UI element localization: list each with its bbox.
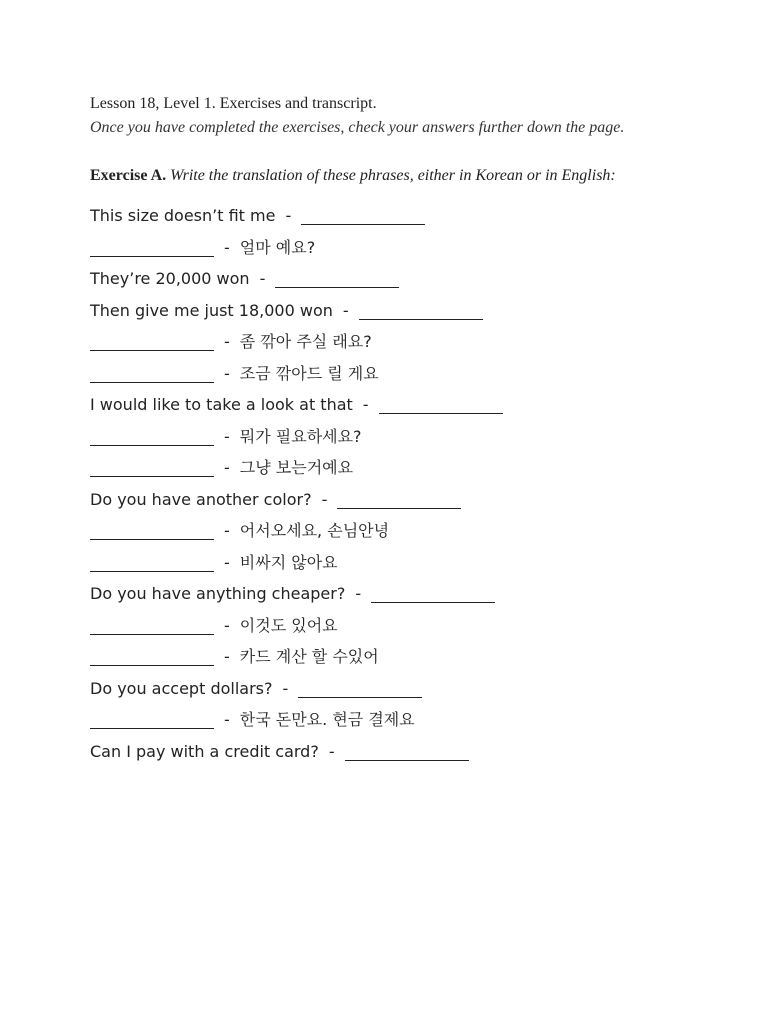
answer-blank[interactable] [345,742,469,761]
answer-blank[interactable] [90,332,214,351]
dash-separator: - [259,269,266,288]
dash-separator: - [224,615,230,635]
phrase-text: 한국 돈만요. 현금 결제요 [239,710,415,729]
exercise-item [90,452,690,484]
answer-blank[interactable] [371,584,495,603]
exercise-instruction: Write the translation of these phrases, either in Korean or in English: [170,167,616,184]
answer-blank[interactable] [90,364,214,383]
check-answers-instruction: Once you have completed the exercises, check your answers further down the page. [90,119,625,136]
phrase-text: 뭐가 필요하세요? [239,426,362,446]
phrase-text: Then give me just 18,000 won [90,300,333,320]
phrase-text: 카드 계산 할 수있어 [239,647,379,666]
phrase-text: 조금 깎아드 릴 게요 [239,363,379,383]
exercise-item [90,295,690,327]
dash-separator: - [224,458,230,477]
answer-blank[interactable] [359,301,483,320]
phrase-text: 그냥 보는거예요 [239,458,354,477]
exercise-item [90,421,690,453]
phrase-text: 비싸지 않아요 [239,552,338,572]
answer-blank[interactable] [90,458,214,477]
phrase-text: Do you accept dollars? [90,678,273,698]
answer-blank[interactable] [298,679,422,698]
phrase-text: 이것도 있어요 [239,615,338,635]
exercise-label: Exercise A. [90,167,167,184]
exercise-item [90,263,690,295]
dash-separator: - [321,489,328,509]
dash-separator: - [282,678,289,698]
answer-blank[interactable] [90,427,214,446]
exercise-item [90,326,690,358]
answer-blank[interactable] [90,616,214,635]
exercise-item [90,578,690,610]
dash-separator: - [224,363,230,383]
answer-blank[interactable] [275,269,399,288]
dash-separator: - [224,552,230,572]
exercise-heading [90,164,690,188]
exercise-items [90,200,690,767]
exercise-item [90,232,690,264]
answer-blank[interactable] [90,710,214,729]
exercise-item [90,704,690,736]
dash-separator: - [285,206,292,225]
exercise-item [90,515,690,547]
phrase-text: Do you have another color? [90,489,312,509]
exercise-item [90,641,690,673]
dash-separator: - [224,710,230,729]
exercise-item [90,673,690,705]
phrase-text: This size doesn’t fit me [90,206,276,225]
dash-separator: - [224,237,230,257]
answer-blank[interactable] [90,553,214,572]
phrase-text: Can I pay with a credit card? [90,741,319,761]
exercise-item [90,358,690,390]
lesson-header [90,92,690,116]
answer-blank[interactable] [90,647,214,666]
phrase-text: 어서오세요, 손님안녕 [239,521,390,540]
exercise-item [90,736,690,768]
phrase-text: I would like to take a look at that [90,395,353,414]
dash-separator: - [224,647,230,666]
lesson-title: Exercises and transcript. [219,95,377,112]
dash-separator: - [328,741,335,761]
dash-separator: - [224,426,230,446]
dash-separator: - [224,332,230,351]
exercise-item [90,389,690,421]
dash-separator: - [342,300,349,320]
answer-blank[interactable] [90,521,214,540]
answer-blank[interactable] [379,395,503,414]
phrase-text: Do you have anything cheaper? [90,584,346,603]
lesson-label: Lesson 18, Level 1. [90,95,216,112]
phrase-text: 좀 깎아 주실 래요? [239,332,372,351]
answer-blank[interactable] [90,238,214,257]
worksheet-page [90,92,690,767]
exercise-item [90,200,690,232]
dash-separator: - [362,395,369,414]
phrase-text: They’re 20,000 won [90,269,250,288]
answer-blank[interactable] [301,206,425,225]
exercise-item [90,484,690,516]
dash-separator: - [355,584,362,603]
dash-separator: - [224,521,230,540]
phrase-text: 얼마 예요? [239,237,316,257]
exercise-item [90,610,690,642]
answer-blank[interactable] [337,490,461,509]
exercise-item [90,547,690,579]
